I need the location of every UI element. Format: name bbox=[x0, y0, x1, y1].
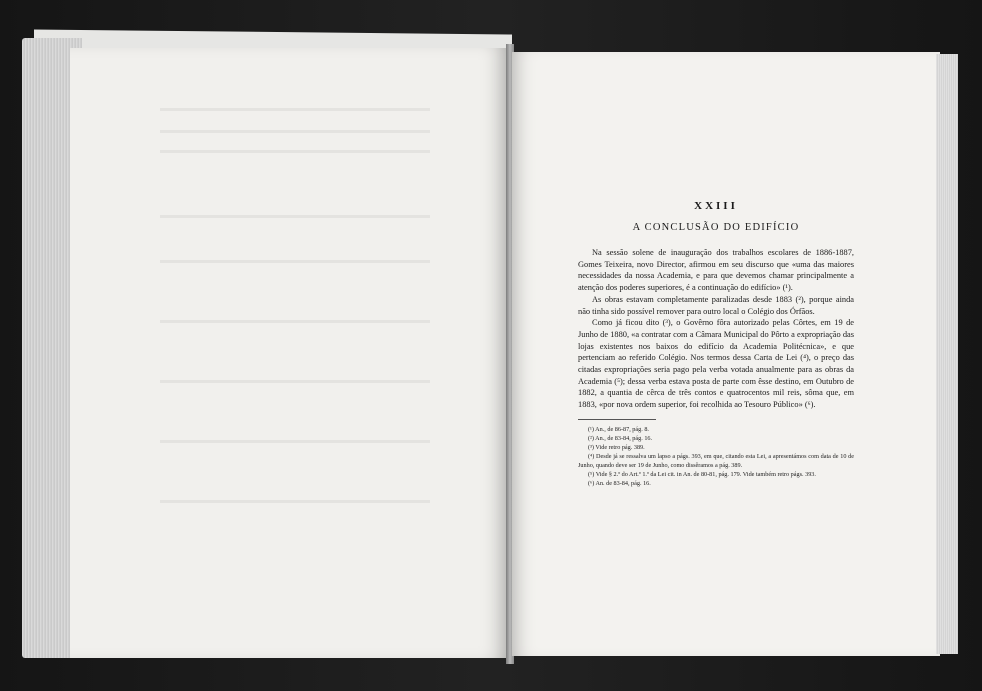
chapter-number: XXIII bbox=[694, 200, 738, 212]
paragraph: As obras estavam completamente paralizadas desde 1883 (²), porque ainda não tinha sido possível remover para outro local o Colégio dos Órfãos. bbox=[578, 294, 854, 316]
show-through-line bbox=[160, 260, 430, 263]
right-page-content bbox=[578, 200, 854, 489]
show-through-line bbox=[160, 380, 430, 383]
footnote: (²) An., de 83-84, pág. 16. bbox=[588, 434, 653, 442]
left-page bbox=[70, 48, 508, 658]
paragraph: Como já ficou dito (³), o Govêrno fôra autorizado pelas Côrtes, em 19 de Junho de 1880, «a contratar com a Câmara Municipal do Pôrto a expropriação das lojas existentes nos baixos do edifício da Academia Politécnica», e que pertenciam ao referido Colégio. Nos termos dessa Carta de Lei (⁴), o preço das citadas expropriações seria pago pela verba votada anualmente para as obras da Academia (⁵); dessa verba estava posta de parte com êsse destino, em Outubro de 1882, a quantia de cêrca de três contos e quatrocentos mil reis, sôma que, em 1883, «por nova ordem superior, foi recolhida ao Tesouro Público» (⁶). bbox=[578, 318, 854, 410]
footnote: (⁴) Desde já se ressalva um lapso a págs. 393, em que, citando esta Lei, a apresentámos com data de 10 de Junho, quando deve ser 19 de Junho, como dissêramos a pág. 389. bbox=[578, 453, 854, 470]
show-through-line bbox=[160, 320, 430, 323]
show-through-line bbox=[160, 130, 430, 133]
right-page-stack-edges bbox=[936, 54, 958, 654]
paragraph: Na sessão solene de inauguração dos trabalhos escolares de 1886-1887, Gomes Teixeira, novo Director, afirmou em seu discurso que «uma das maiores necessidades da nossa Academia, e para que devemos chamar principalmente a atenção dos poderes superiores, é a continuação do edifício» (¹). bbox=[578, 248, 854, 293]
footnote-divider bbox=[578, 419, 656, 420]
chapter-title: A CONCLUSÃO DO EDIFÍCIO bbox=[632, 222, 800, 233]
footnote: (³) Vide retro pág. 389. bbox=[588, 444, 645, 452]
show-through-line bbox=[160, 440, 430, 443]
show-through-line bbox=[160, 150, 430, 153]
show-through-line bbox=[160, 108, 430, 111]
footnote: (⁶) An. de 83-84, pág. 16. bbox=[588, 480, 651, 488]
footnote: (¹) An., de 86-87, pág. 8. bbox=[588, 425, 649, 433]
footnote: (⁵) Vide § 2.º do Art.º 1.º da Lei cit. in An. de 80-81, pág. 179. Vide também retro págs. 393. bbox=[588, 471, 816, 479]
show-through-line bbox=[160, 215, 430, 218]
show-through-line bbox=[160, 500, 430, 503]
